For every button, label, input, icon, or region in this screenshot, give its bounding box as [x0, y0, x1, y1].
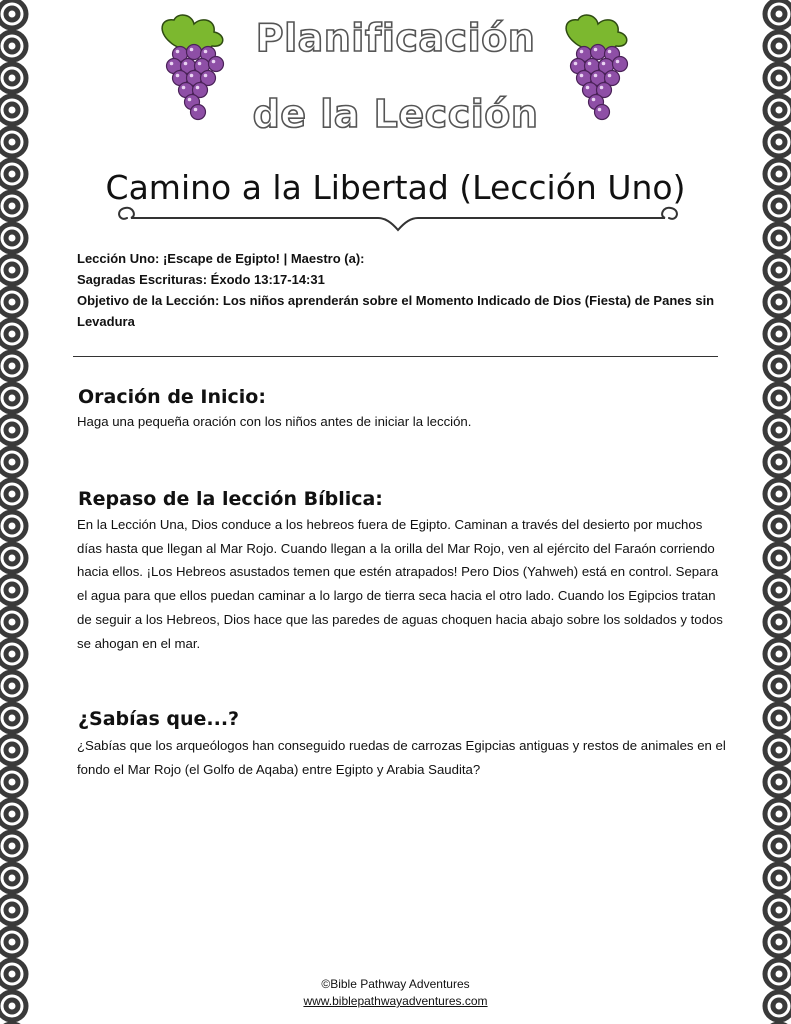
left-decorative-border — [0, 0, 46, 1024]
footer-copyright: ©Bible Pathway Adventures — [321, 977, 470, 991]
lesson-title: Camino a la Libertad (Lección Uno) — [105, 168, 686, 207]
did-you-know-text: ¿Sabías que los arqueólogos han conseguido ruedas de carrozas Egipcias antiguas y restos de animales en el fondo el Mar Rojo (el Golfo de Aqaba) entre Egipto y Arabia Saudita? — [77, 738, 726, 777]
objective-info-line: Objetivo de la Lección: Los niños aprenderán sobre el Momento Indicado de Dios (Fiesta) de Panes sin Levadura — [77, 293, 715, 329]
flourish-divider — [113, 200, 683, 234]
header-title-line2: de la Lección — [252, 92, 539, 136]
header-title-line1: Planificación — [255, 16, 536, 60]
lesson-info-line: Lección Uno: ¡Escape de Egipto! | Maestro (a): — [77, 251, 365, 266]
footer-website-link[interactable]: www.biblepathwayadventures.com — [303, 994, 488, 1008]
right-decorative-border — [745, 0, 791, 1024]
did-you-know-heading: ¿Sabías que...? — [78, 708, 240, 730]
prayer-section-text: Haga una pequeña oración con los niños antes de iniciar la lección. — [77, 414, 472, 429]
review-section-heading: Repaso de la lección Bíblica: — [78, 488, 383, 510]
review-section-text: En la Lección Una, Dios conduce a los hebreos fuera de Egipto. Caminan a través del desierto por muchos días hasta que llegan al Mar Rojo. Cuando llegan a la orilla del Mar Rojo, ven al ejército del Faraón corriendo hacia ellos. ¡Los Hebreos asustados temen que estén atrapados! Pero Dios (Yahweh) está en control. Separa el agua para que ellos puedan caminar a lo largo de tierra seca hacia el otro lado. Cuando los Egipcios tratan de seguir a los Hebreos, Dios hace que las paredes de aguas choquen hacia abajo sobre los soldados y todos se ahogan en el mar. — [77, 517, 723, 651]
horizontal-divider — [73, 356, 718, 357]
prayer-section-heading: Oración de Inicio: — [78, 386, 266, 408]
scripture-info-line: Sagradas Escrituras: Éxodo 13:17-14:31 — [77, 272, 325, 287]
